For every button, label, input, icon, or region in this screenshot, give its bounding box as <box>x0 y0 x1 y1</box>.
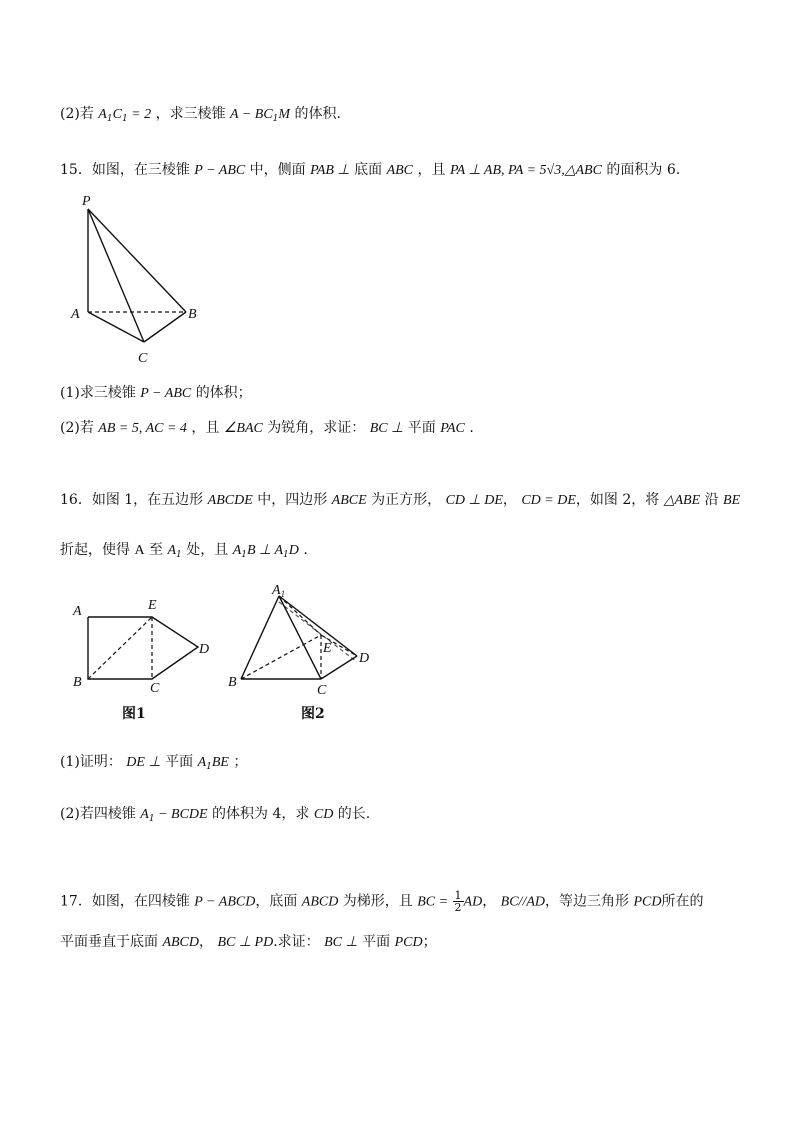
q16-l2-cond-b: B ⊥ A <box>246 543 284 558</box>
q14-given-sub1: 1 <box>106 114 113 124</box>
q16-l2-cond-a: A <box>232 543 242 558</box>
q16-l1-e: ，如图 2，将 <box>575 492 660 508</box>
q16-part2-prefix: (2)若四棱锥 <box>60 806 136 822</box>
q16-part2 <box>60 804 370 829</box>
q15-part1-prefix: (1)求三棱锥 <box>60 385 136 401</box>
q16-stem-line1 <box>60 490 740 511</box>
q16-fig1-label-e: E <box>148 598 157 613</box>
q16-part1-end: ； <box>233 754 248 770</box>
q16-l1-a: 如图 1，在五边形 <box>91 492 204 508</box>
q16-part1-prefix: (1)证明： <box>60 754 122 770</box>
q16-fig2-edge-a1b <box>241 596 279 679</box>
q14-mid: ，求三棱锥 <box>155 106 226 122</box>
q14-suffix: 的体积. <box>294 106 341 122</box>
q16-l1-cd-eq: CD = DE <box>521 493 576 508</box>
q15-label-p: P <box>82 194 91 209</box>
q17-l1-ad: AD <box>463 894 483 910</box>
q15-part2-angle: ∠BAC <box>223 421 263 436</box>
q17-l2-plane: 平面 <box>362 934 391 950</box>
q16-fig2-edge-a1d <box>279 596 357 656</box>
q17-stem-line2 <box>60 932 437 953</box>
q16-l2-cond-sub1: 1 <box>241 550 247 560</box>
q16-l2-c: 处，且 <box>186 542 229 558</box>
q15-part1-suffix: 的体积； <box>195 385 252 401</box>
q16-fig2-caption: 图2 <box>301 706 325 722</box>
q16-stem-line2 <box>60 540 308 565</box>
q16-l1-abce: ABCE <box>331 493 367 508</box>
q15-tri: △ABC <box>564 163 602 178</box>
q16-figure2 <box>225 578 385 726</box>
q16-part2-pyr-a: A <box>140 807 149 822</box>
q16-l2-b: 至 <box>149 542 164 558</box>
q15-intro-a: 如图，在三棱锥 <box>91 162 190 178</box>
q16-fig1-caption: 图1 <box>122 706 146 722</box>
q16-part1-a1be-b: BE <box>211 755 229 770</box>
q17-l2-end: ； <box>422 934 437 950</box>
q17-l2-b: ， <box>199 934 214 950</box>
q17-l1-d: ， <box>482 893 497 910</box>
q17-fraction-half <box>453 890 464 913</box>
q15-part1 <box>60 383 252 404</box>
q15-intro-d: ，且 <box>417 162 446 178</box>
q17-l2-a: 平面垂直于底面 <box>60 934 158 950</box>
q15-part2-cond: AB = 5, AC = 4 <box>98 421 187 436</box>
q16-l1-abcde: ABCDE <box>207 493 253 508</box>
q16-l1-tri: △ABE <box>663 493 701 508</box>
q14-given-sub2: 1 <box>121 114 128 124</box>
q16-part1 <box>60 752 247 777</box>
q15-part2-end: . <box>469 420 474 436</box>
q16-fig2-label-d: D <box>359 651 370 666</box>
q16-l2-cond-sub2: 1 <box>283 550 289 560</box>
q17-l1-c: 为梯形，且 <box>342 893 413 910</box>
q14-given-c: C <box>112 107 122 122</box>
q15-part2-bc: BC ⊥ <box>369 421 404 436</box>
q17-l1-b: ，底面 <box>255 893 298 910</box>
q15-intro-b: 中，侧面 <box>249 162 306 178</box>
q17-l2-c: .求证： <box>273 934 320 950</box>
q16-number: 16． <box>60 492 92 508</box>
q16-fig1-pentagon <box>88 617 198 679</box>
q16-l1-be: BE <box>723 493 741 508</box>
q15-edge-pb <box>88 209 186 312</box>
q16-fig1-label-a: A <box>73 604 82 619</box>
q15-edge-pc <box>88 209 144 342</box>
q15-part2-plane: 平面 <box>407 420 436 436</box>
q14-pyr-sub: 1 <box>272 114 279 124</box>
q15-intro-c: 底面 <box>354 162 383 178</box>
q15-part2-prefix: (2)若 <box>60 420 94 436</box>
q17-l2-pcd: PCD <box>394 935 423 950</box>
q14-given-a: A <box>98 107 107 122</box>
q15-pyr: P − ABC <box>194 163 246 178</box>
q16-fig2-edge-a1d-hidden <box>279 602 357 662</box>
q15-part2-mid2: 为锐角，求证： <box>267 420 366 436</box>
q15-part2 <box>60 418 474 439</box>
q16-part1-a1be-sub: 1 <box>206 762 212 772</box>
q16-part2-pyr-b: − BCDE <box>154 807 208 822</box>
q17-l2-concl: BC ⊥ <box>324 935 358 950</box>
q17-stem-line1 <box>60 890 703 913</box>
q16-fig1-label-c: C <box>150 681 160 696</box>
q16-fig1-diag-be <box>88 617 152 679</box>
q17-frac-den: 2 <box>454 901 462 914</box>
q15-face: PAB ⊥ <box>310 163 350 178</box>
q16-l2-a-point: A <box>134 543 145 558</box>
q16-part2-end: 的长. <box>337 806 371 822</box>
q15-stem <box>60 160 680 181</box>
q15-intro-e: 的面积为 6. <box>606 162 681 178</box>
q16-part1-a1be-a: A <box>197 755 207 770</box>
q14-part2-prefix: (2)若 <box>60 106 94 122</box>
q17-number: 17． <box>60 893 92 910</box>
q16-part2-cd: CD <box>313 807 334 822</box>
q17-l1-f: 所在的 <box>661 893 704 910</box>
q17-l1-bc: BC = <box>417 894 449 910</box>
q16-figure1 <box>66 590 226 725</box>
q17-l1-pcd: PCD <box>633 894 662 910</box>
q16-fig2-label-c: C <box>317 683 327 698</box>
q16-part2-mid: 的体积为 4，求 <box>212 806 310 822</box>
q16-part1-plane: 平面 <box>165 754 194 770</box>
q15-part1-pyr: P − ABC <box>140 386 192 401</box>
q15-part2-pac: PAC <box>440 421 465 436</box>
q16-fig2-edge-a1c <box>279 596 321 679</box>
q16-l2-a: 折起，使得 <box>60 542 130 558</box>
q16-fig1-label-b: B <box>73 675 82 690</box>
q15-label-c: C <box>138 351 148 366</box>
q17-l1-e: ，等边三角形 <box>545 893 630 910</box>
q17-l2-base: ABCD <box>162 935 200 950</box>
q17-l1-base: ABCD <box>301 894 339 910</box>
q17-l1-a: 如图，在四棱锥 <box>91 893 190 910</box>
q16-l1-d: ， <box>502 492 517 508</box>
q16-fig2-label-a1-sub: 1 <box>280 589 286 599</box>
q16-fig2-label-a1 <box>271 583 285 599</box>
q15-label-b: B <box>188 307 197 322</box>
q16-l2-a1-sub: 1 <box>176 550 182 560</box>
q17-l1-par: BC//AD <box>500 894 546 910</box>
q16-l1-b: 中，四边形 <box>257 492 328 508</box>
q15-base: ABC <box>386 163 414 178</box>
q17-l1-pyr: P − ABCD <box>194 894 256 910</box>
q15-cond: PA ⊥ AB, PA = 5√3, <box>449 163 565 178</box>
q16-fig2-edge-be <box>241 635 321 679</box>
q16-fig2-label-e: E <box>323 641 332 656</box>
q16-l1-f: 沿 <box>704 492 719 508</box>
q16-fig2-label-b: B <box>228 675 237 690</box>
q15-edge-ac <box>88 312 144 342</box>
q16-fig1-label-d: D <box>199 642 210 657</box>
q15-edge-cb <box>144 312 186 342</box>
q16-part1-de: DE ⊥ <box>126 755 161 770</box>
q17-l2-perp: BC ⊥ PD <box>217 935 274 950</box>
q14-pyr: A − BC <box>230 107 273 122</box>
q16-l1-c: 为正方形， <box>371 492 442 508</box>
q16-l2-end: . <box>303 542 308 558</box>
q16-l2-cond-c: D <box>288 543 299 558</box>
q16-fig2-label-a1-main: A <box>272 583 281 598</box>
q15-label-a: A <box>71 307 80 322</box>
q17-frac-num: 1 <box>454 889 462 902</box>
q16-part2-pyr-sub: 1 <box>148 814 155 824</box>
q15-part2-mid: ，且 <box>191 420 220 436</box>
q16-l1-cd-de: CD ⊥ DE <box>445 493 503 508</box>
q16-fig2-edge-cd <box>321 656 357 679</box>
q16-l2-a1: A <box>167 543 177 558</box>
q15-figure <box>68 192 218 372</box>
q14-given-val: = 2 <box>127 107 152 122</box>
q14-pyr-end: M <box>278 107 291 122</box>
q14-part2 <box>60 104 341 129</box>
q15-number: 15． <box>60 162 92 178</box>
